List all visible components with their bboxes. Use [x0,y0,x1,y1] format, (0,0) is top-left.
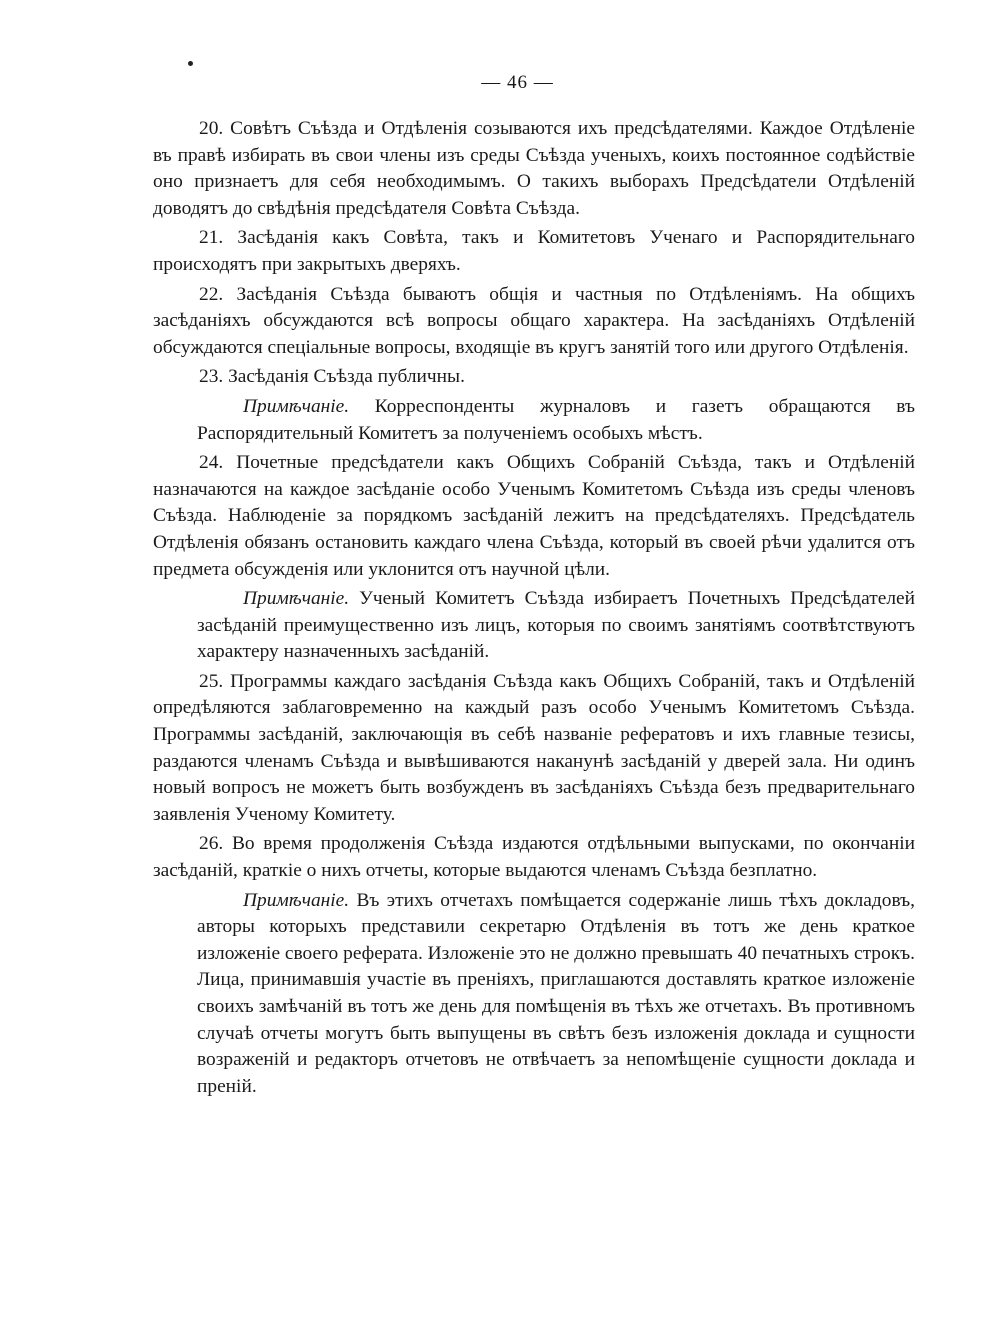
note-23 [153,394,915,447]
page-number: — 46 — [481,72,554,93]
note-26-lead: Примѣчаніе. [243,889,350,911]
paragraph-21: 21. Засѣданія какъ Совѣта, такъ и Комитетовъ Ученаго и Распорядительнаго происходятъ при закрытыхъ дверяхъ. [153,227,915,275]
note-24 [153,586,915,666]
paragraph-20: 20. Совѣтъ Съѣзда и Отдѣленія созываются ихъ предсѣдателями. Каждое Отдѣленіе въ правѣ избирать въ свои члены изъ среды Съѣзда ученыхъ, коихъ постоянное содѣйствіе оно признаетъ для себя необходимымъ. О такихъ выборахъ Предсѣдатели Отдѣленій доводятъ до свѣдѣнія предсѣдателя Совѣта Съѣзда. [153,118,915,219]
paragraph-22: 22. Засѣданія Съѣзда бываютъ общія и частныя по Отдѣленіямъ. На общихъ засѣданіяхъ обсуждаются всѣ вопросы общаго характера. На засѣданіяхъ Отдѣленій обсуждаются спеціальные вопросы, входящіе въ кругъ занятій того или другого Отдѣленія. [153,283,915,358]
note-23-lead: Примѣчаніе. [243,395,350,417]
note-23-text: Корреспонденты журналовъ и газетъ обращаются въ Распорядительный Комитетъ за полученіемъ особыхъ мѣстъ. [197,395,915,444]
note-24-text: Ученый Комитетъ Съѣзда избираетъ Почетныхъ Предсѣдателей засѣданій преимущественно изъ лицъ, которыя по своимъ занятіямъ соотвѣтствуютъ характеру назначенныхъ засѣданій. [197,588,915,663]
paragraph-25: 25. Программы каждаго засѣданія Съѣзда какъ Общихъ Собраній, такъ и Отдѣленій опредѣляются заблаговременно на каждый разъ особо Ученымъ Комитетомъ Съѣзда. Программы засѣданій, заключающія въ себѣ названіе рефератовъ и ихъ главные тезисы, раздаются членамъ Съѣзда и вывѣшиваются наканунѣ засѣданій у дверей зала. Ни одинъ новый вопросъ не можетъ быть возбужденъ въ засѣданіяхъ Съѣзда безъ предварительнаго заявленія Ученому Комитету. [153,670,915,825]
print-speck [188,61,193,66]
paragraph-23: 23. Засѣданія Съѣзда публичны. [199,366,465,388]
paragraph-26: 26. Во время продолженія Съѣзда издаются отдѣльными выпусками, по окончаніи засѣданій, краткіе о нихъ отчеты, которые выдаются членамъ Съѣзда безплатно. [153,833,915,882]
document-body [153,116,915,1103]
note-26-text: Въ этихъ отчетахъ помѣщается содержаніе лишь тѣхъ докладовъ, авторы которыхъ представили секретарю Отдѣленія въ тотъ же день краткое изложеніе своего реферата. Изложеніе это не должно превышать 40 печатныхъ строкъ. Лица, принимавшія участіе въ преніяхъ, приглашаются доставлять краткое изложеніе своихъ замѣчаній въ тотъ же день для помѣщенія въ тѣхъ же отчетахъ. Въ противномъ случаѣ отчеты могутъ быть выпущены въ свѣтъ безъ изложенія доклада и сущности возраженій и редакторъ отчетовъ не отвѣчаетъ за непомѣщеніе сущности доклада и преній. [197,889,915,1097]
paragraph-24: 24. Почетные предсѣдатели какъ Общихъ Собраній Съѣзда, такъ и Отдѣленій назначаются на каждое засѣданіе особо Ученымъ Комитетомъ Съѣзда изъ среды членовъ Съѣзда. Наблюденіе за порядкомъ засѣданій лежитъ на предсѣдателяхъ. Предсѣдатель Отдѣленія обязанъ остановить каждаго члена Съѣзда, который въ своей рѣчи удалится отъ предмета обсужденія или уклонится отъ научной цѣли. [153,452,915,580]
note-24-lead: Примѣчаніе. [243,588,350,610]
note-26 [153,888,915,1101]
